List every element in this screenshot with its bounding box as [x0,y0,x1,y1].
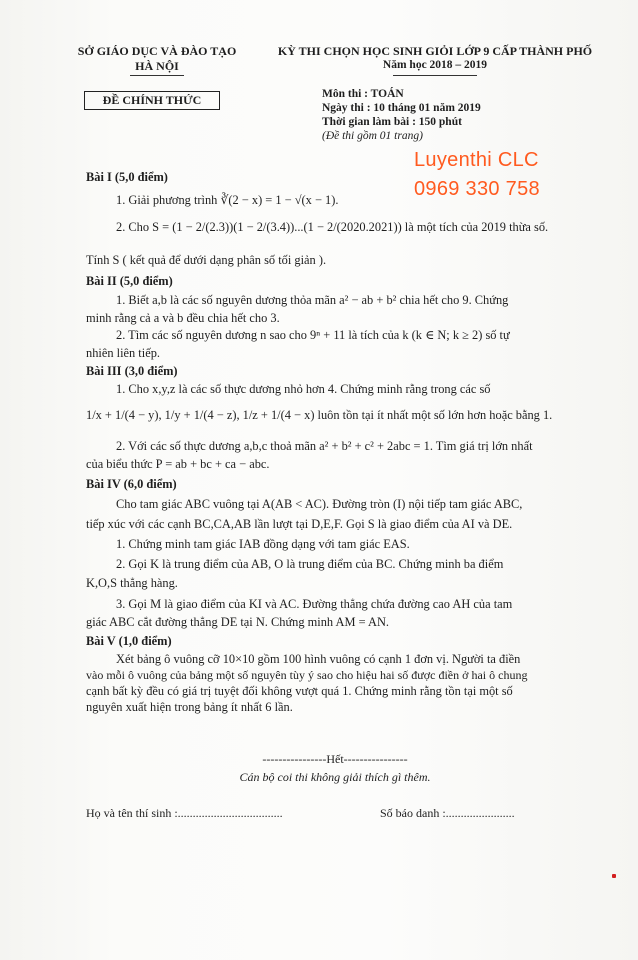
candidate-number-field: Số báo danh :....................... [380,806,515,820]
problem-4-question-3-line-2: giác ABC cắt đường thẳng DE tại N. Chứng minh AM = AN. [86,615,389,629]
exam-date: Ngày thi : 10 tháng 01 năm 2019 [322,102,481,114]
problem-4-intro-line-2: tiếp xúc với các cạnh BC,CA,AB lần lượt tại D,E,F. Gọi S là giao điểm của AI và DE. [86,517,513,531]
problem-1-question-1: 1. Giải phương trình ∛(2 − x) = 1 − √(x − 1). [116,193,339,207]
problem-5-line-2: vào mỗi ô vuông của bảng một số nguyên tùy ý sao cho hiệu hai số được điền ở hai ô chung [86,668,528,682]
problem-5-line-1: Xét bảng ô vuông cỡ 10×10 gồm 100 hình vuông có cạnh 1 đơn vị. Người ta điền [116,652,521,666]
subject: Môn thi : TOÁN [322,88,404,100]
problem-4-question-2-line-2: K,O,S thẳng hàng. [86,576,178,590]
school-year: Năm học 2018 – 2019 [382,59,488,71]
ink-dot [612,874,616,878]
problem-2-question-2-line-1: 2. Tìm các số nguyên dương n sao cho 9ⁿ + 11 là tích của k (k ∈ N; k ≥ 2) số tự [116,328,510,342]
invigilator-note: Cán bộ coi thi không giải thích gì thêm. [239,770,431,784]
problem-3-title: Bài III (3,0 điểm) [86,364,178,378]
problem-3-question-2-line-2: của biểu thức P = ab + bc + ca − abc. [86,457,270,471]
problem-1-title: Bài I (5,0 điểm) [86,170,168,184]
problem-5-line-3: cạnh bất kỳ đều có giá trị tuyệt đối không vượt quá 1. Chứng minh rằng tồn tại một số [86,684,513,698]
problem-4-question-2-line-1: 2. Gọi K là trung điểm của AB, O là trung điểm của BC. Chứng minh ba điểm [116,557,504,571]
problem-5-title: Bài V (1,0 điểm) [86,634,172,648]
end-marker: ----------------Hết---------------- [262,752,408,766]
problem-3-question-1-line-1: 1. Cho x,y,z là các số thực dương nhỏ hơn 4. Chứng minh rằng trong các số [116,382,491,396]
header-divider-left [130,75,184,76]
exam-title: KỲ THI CHỌN HỌC SINH GIỎI LỚP 9 CẤP THÀNH PHỐ [277,44,593,58]
department-city: HÀ NỘI [135,59,179,73]
problem-3-question-1-line-2: 1/x + 1/(4 − y), 1/y + 1/(4 − z), 1/z + 1/(4 − x) luôn tồn tại ít nhất một số lớn hơn hoặc bằng 1. [86,408,553,422]
exam-duration: Thời gian làm bài : 150 phút [322,116,462,128]
problem-4-question-3-line-1: 3. Gọi M là giao điểm của KI và AC. Đường thẳng chứa đường cao AH của tam [116,597,513,611]
department-name: SỞ GIÁO DỤC VÀ ĐÀO TẠO [77,44,237,58]
problem-4-question-1: 1. Chứng minh tam giác IAB đồng dạng với tam giác EAS. [116,537,410,551]
candidate-name-field: Họ và tên thí sinh :................................... [86,806,283,820]
pages-note: (Đề thi gồm 01 trang) [322,130,423,142]
problem-2-question-2-line-2: nhiên liên tiếp. [86,346,160,360]
problem-1-question-2-tail: Tính S ( kết quả để dưới dạng phân số tối giản ). [86,253,327,267]
problem-5-line-4: nguyên xuất hiện trong bảng ít nhất 6 lần. [86,700,293,714]
problem-2-question-1-line-2: minh rằng cả a và b đều chia hết cho 3. [86,311,280,325]
problem-2-title: Bài II (5,0 điểm) [86,274,173,288]
problem-2-question-1-line-1: 1. Biết a,b là các số nguyên dương thỏa mãn a² − ab + b² chia hết cho 9. Chứng [116,293,509,307]
problem-3-question-2-line-1: 2. Với các số thực dương a,b,c thoả mãn a² + b² + c² + 2abc = 1. Tìm giá trị lớn nhất [116,439,533,453]
header-divider-right [393,75,477,76]
official-exam-box: ĐỀ CHÍNH THỨC [84,91,220,110]
watermark-name: Luyenthi CLC [414,149,539,171]
problem-4-intro-line-1: Cho tam giác ABC vuông tại A(AB < AC). Đường tròn (I) nội tiếp tam giác ABC, [116,497,523,511]
watermark-phone: 0969 330 758 [414,178,540,200]
problem-1-question-2: 2. Cho S = (1 − 2/(2.3))(1 − 2/(3.4))...(1 − 2/(2020.2021)) là một tích của 2019 thừa số. [116,220,549,234]
problem-4-title: Bài IV (6,0 điểm) [86,477,177,491]
